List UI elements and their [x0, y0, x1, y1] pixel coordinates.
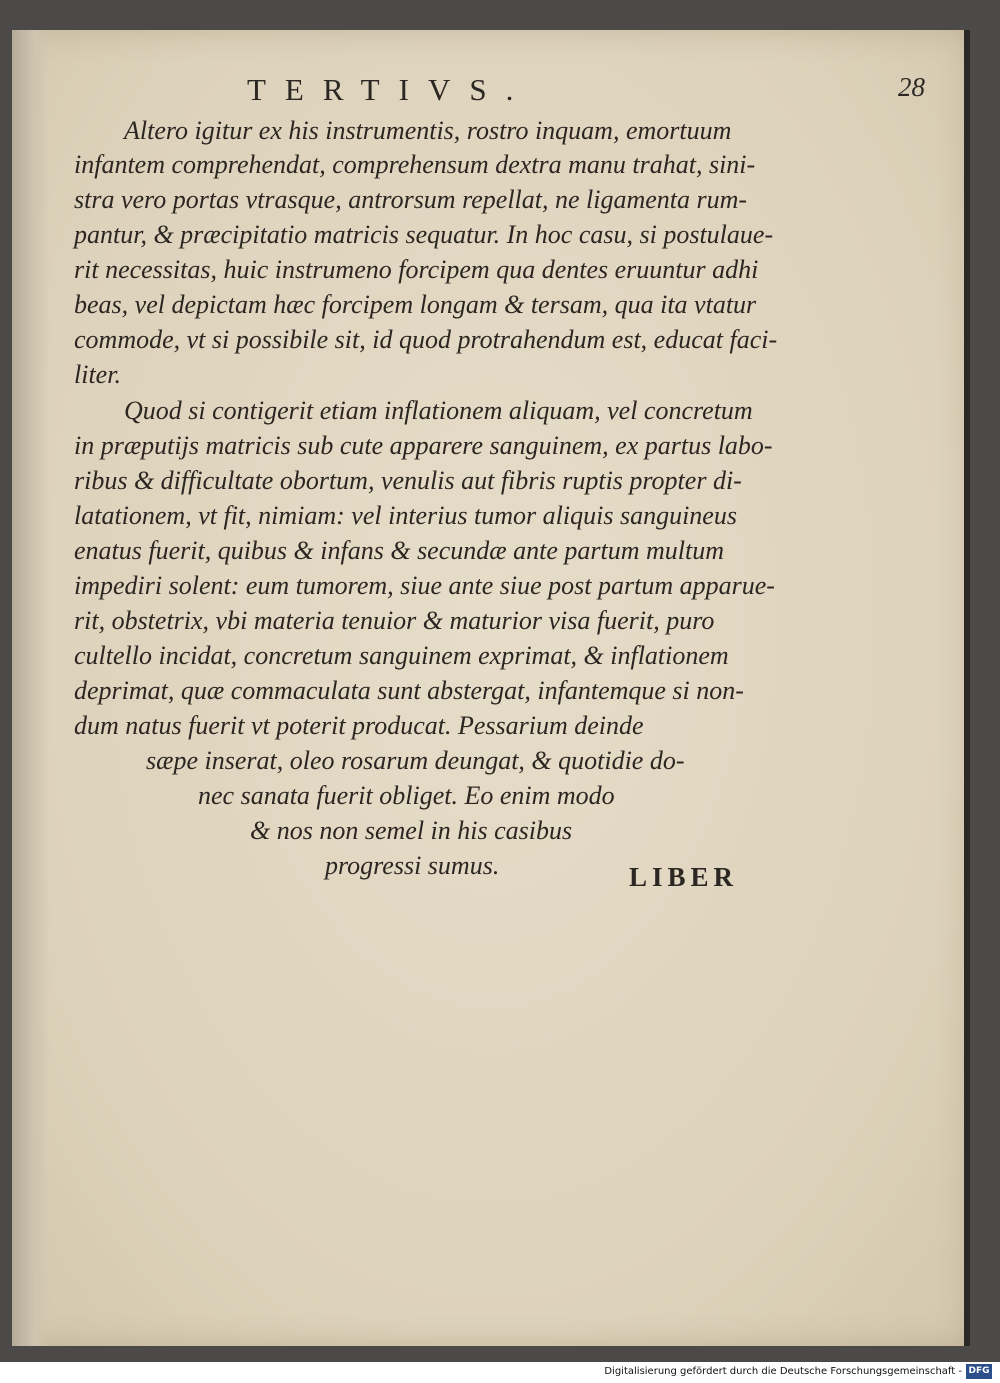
text-line: stra vero portas vtrasque, antrorsum repellat, ne ligamenta rum-	[74, 185, 748, 214]
text-line: progressi sumus.	[325, 851, 500, 880]
text-line: impediri solent: eum tumorem, siue ante siue post partum apparue-	[74, 571, 775, 600]
text-line: Quod si contigerit etiam inflationem aliquam, vel concretum	[124, 396, 753, 425]
text-line: Altero igitur ex his instrumentis, rostro inquam, emortuum	[124, 116, 732, 145]
page-number: 28	[898, 72, 925, 102]
text-line: beas, vel depictam hæc forcipem longam & tersam, qua ita vtatur	[74, 290, 757, 319]
text-line: ribus & difficultate obortum, venulis aut fibris ruptis propter di-	[74, 466, 742, 495]
text-line: liter.	[74, 360, 121, 389]
text-line: & nos non semel in his casibus	[250, 816, 573, 845]
footer-credit: Digitalisierung gefördert durch die Deutsche Forschungsgemeinschaft -	[604, 1366, 962, 1377]
text-line: rit necessitas, huic instrumeno forcipem qua dentes eruuntur adhi	[74, 255, 759, 284]
text-line: cultello incidat, concretum sanguinem exprimat, & inflationem	[74, 641, 729, 670]
text-line: dum natus fuerit vt poterit producat. Pessarium deinde	[74, 711, 644, 740]
text-line: commode, vt si possibile sit, id quod protrahendum est, educat faci-	[74, 325, 778, 354]
text-line: rit, obstetrix, vbi materia tenuior & maturior visa fuerit, puro	[74, 606, 715, 635]
running-head: TERTIVS.	[247, 72, 533, 107]
text-line: enatus fuerit, quibus & infans & secundæ ante partum multum	[74, 536, 724, 565]
dfg-logo: DFG	[966, 1364, 992, 1379]
text-line: deprimat, quæ commaculata sunt abstergat, infantemque si non-	[74, 676, 744, 705]
text-line: pantur, & præcipitatio matricis sequatur. In hoc casu, si postulaue-	[74, 220, 774, 249]
catchword: LIBER	[629, 862, 739, 892]
text-line: latationem, vt fit, nimiam: vel interius tumor aliquis sanguineus	[74, 501, 737, 530]
text-line: sæpe inserat, oleo rosarum deungat, & quotidie do-	[146, 746, 685, 775]
text-line: nec sanata fuerit obliget. Eo enim modo	[198, 781, 615, 810]
text-line: in præputijs matricis sub cute apparere sanguinem, ex partus labo-	[74, 431, 773, 460]
page-edge	[964, 30, 970, 1346]
book-page	[12, 30, 970, 1346]
page-gutter	[12, 30, 50, 1346]
text-line: infantem comprehendat, comprehensum dextra manu trahat, sini-	[74, 150, 756, 179]
